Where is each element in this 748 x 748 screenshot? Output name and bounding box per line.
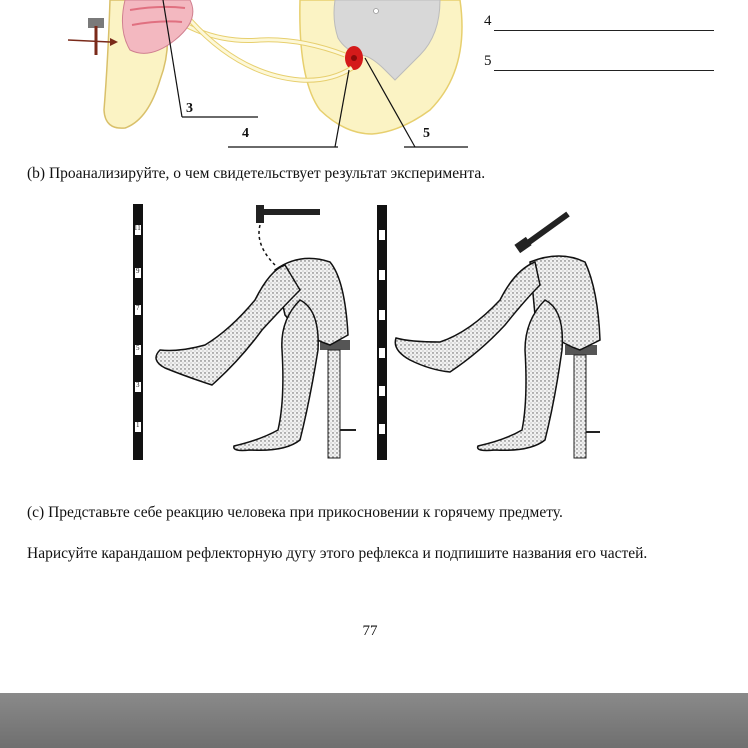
panel-after	[377, 205, 600, 460]
diagram-label-4: 4	[242, 126, 249, 141]
answer-number-4: 4	[484, 13, 492, 29]
ruler-mark: 11	[134, 224, 141, 232]
ruler-right	[377, 205, 387, 460]
hammer-right	[525, 214, 568, 245]
ruler-mark: 5	[136, 344, 140, 352]
ruler-mark: 3	[136, 381, 140, 389]
bottom-bar	[0, 693, 748, 748]
instruction-text: Нарисуйте карандашом рефлекторную дугу этого рефлекса и подпишите названия его частей.	[27, 545, 648, 562]
hammer-left	[262, 209, 320, 215]
ruler-mark: 9	[136, 267, 140, 275]
ruler-mark: 1	[136, 421, 140, 429]
page-number: 77	[362, 623, 378, 639]
task-c	[27, 503, 563, 523]
diagram-label-5: 5	[423, 126, 430, 141]
task-b-marker: (b)	[27, 165, 46, 182]
task-c-text: Представьте себе реакцию человека при прикосновении к горячему предмету.	[48, 504, 563, 521]
ruler-mark: 7	[136, 304, 140, 312]
task-b-text: Проанализируйте, о чем свидетельствует результат эксперимента.	[48, 165, 486, 182]
panel-before	[133, 204, 356, 460]
diagram-label-3: 3	[186, 101, 193, 116]
task-c-marker: (c)	[27, 504, 45, 521]
answer-number-5: 5	[484, 53, 492, 69]
